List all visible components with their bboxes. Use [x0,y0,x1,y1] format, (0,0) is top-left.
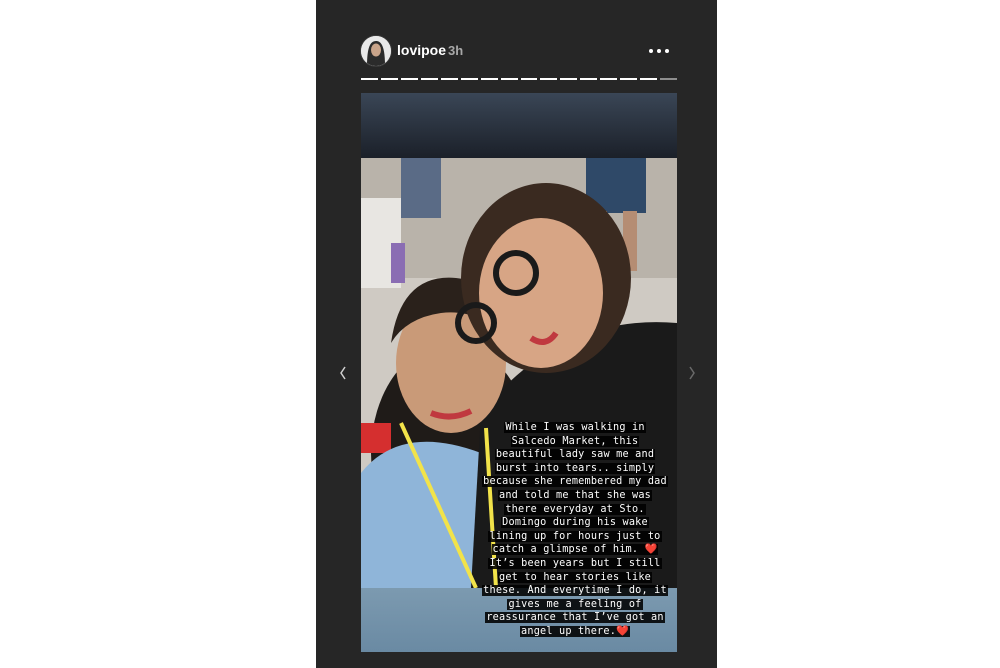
avatar-image [361,36,391,66]
progress-segment [640,78,657,80]
story-header [361,36,677,66]
progress-segment [381,78,398,80]
story-progress-bar [361,78,677,80]
more-options-icon[interactable] [647,38,671,62]
chevron-right-icon [689,366,695,380]
progress-segment [540,78,557,80]
chevron-left-icon [340,366,346,380]
progress-segment [580,78,597,80]
progress-segment [421,78,438,80]
progress-segment [481,78,498,80]
progress-segment [521,78,538,80]
story-media [361,93,677,652]
previous-story-button[interactable] [340,366,346,380]
profile-avatar[interactable] [361,36,391,66]
progress-segment [501,78,518,80]
progress-segment [600,78,617,80]
username-link[interactable]: lovipoe [397,42,447,58]
progress-segment [660,78,677,80]
progress-segment [461,78,478,80]
story-caption: While I was walking in Salcedo Market, this beautiful lady saw me and burst into tears.. simply because she remembered my dad and told me that she was there everyday at Sto. Domingo during his wake lining up for hours just to catch a glimpse of him. ❤️ It’s been years but I still get to hear stories like these. And everytime I do, it gives me a feeling of reassurance that I’ve got an angel up there.❤️ [483,422,667,637]
progress-segment [401,78,418,80]
next-story-button[interactable] [689,366,695,380]
timestamp: 3h [448,43,464,58]
progress-segment [560,78,577,80]
progress-segment [361,78,378,80]
progress-segment [620,78,637,80]
progress-segment [441,78,458,80]
